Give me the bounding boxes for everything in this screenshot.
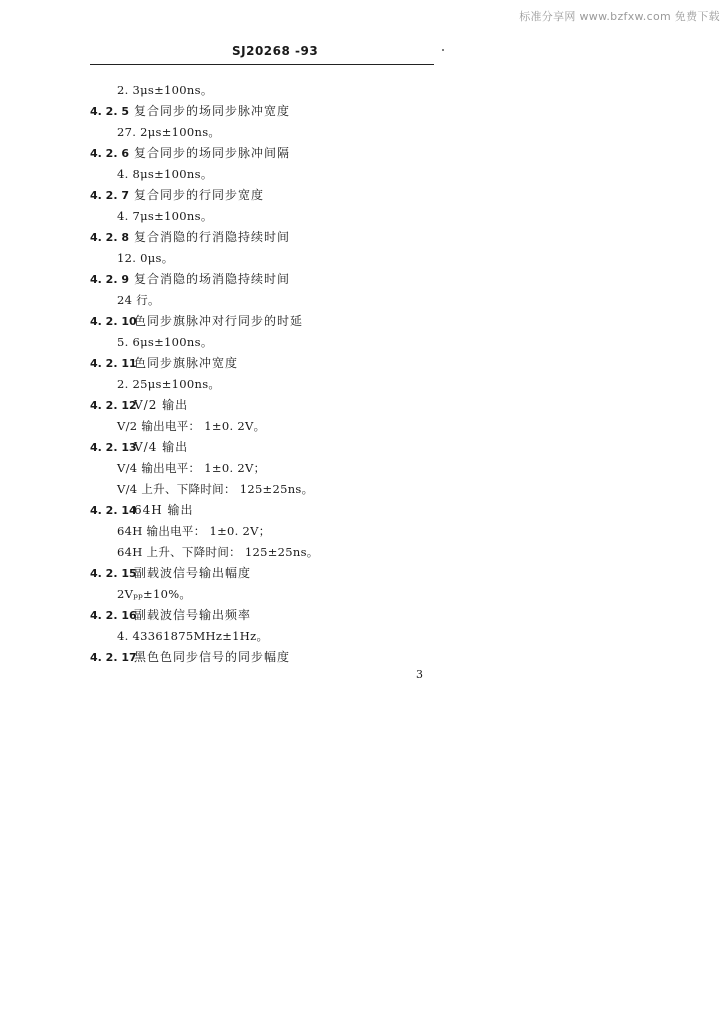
- page-number: 3: [416, 668, 423, 681]
- clause-heading: [90, 227, 450, 248]
- clause-heading: [90, 101, 450, 122]
- clause-value: V/4 上升、下降时间： 125±25ns。: [117, 482, 314, 496]
- clause-value: 2Vₚₚ±10%。: [117, 587, 192, 601]
- clause-title: 色同步旗脉冲对行同步的时延: [134, 314, 304, 328]
- clause-number: 4. 2. 11: [90, 357, 137, 370]
- clause-value: V/4 输出电平： 1±0. 2V；: [117, 461, 266, 475]
- clause-heading: [90, 563, 450, 584]
- clause-number: 4. 2. 6: [90, 147, 129, 160]
- lead-value: 2. 3μs±100ns。: [117, 83, 213, 97]
- clause-value: 4. 8μs±100ns。: [117, 167, 213, 181]
- clause-number: 4. 2. 8: [90, 231, 129, 244]
- clause-number: 4. 2. 5: [90, 105, 129, 118]
- clause-number: 4. 2. 14: [90, 504, 137, 517]
- clause-title: 复合消隐的场消隐持续时间: [134, 272, 291, 286]
- clause-title: 黑色色同步信号的同步幅度: [134, 650, 291, 664]
- clause-number: 4. 2. 16: [90, 609, 137, 622]
- clause-heading: [90, 269, 450, 290]
- clause-heading: [90, 605, 450, 626]
- clause-value: V/2 输出电平： 1±0. 2V。: [117, 419, 266, 433]
- clause-title: 色同步旗脉冲宽度: [134, 356, 239, 370]
- clause-heading: [90, 311, 450, 332]
- scan-speck: [442, 49, 444, 51]
- clause-title: 64H 输出: [134, 503, 194, 517]
- watermark-text: 标准分享网 www.bzfxw.com 免费下载: [519, 10, 720, 23]
- clause-number: 4. 2. 7: [90, 189, 129, 202]
- clause-heading: [90, 647, 450, 668]
- clause-heading: [90, 437, 450, 458]
- clause-value: 5. 6μs±100ns。: [117, 335, 213, 349]
- clause-list: [90, 101, 450, 668]
- clause-title: 复合同步的场同步脉冲宽度: [134, 104, 291, 118]
- clause-value: 27. 2μs±100ns。: [117, 125, 221, 139]
- clause-heading: [90, 185, 450, 206]
- clause-value: 4. 43361875MHz±1Hz。: [117, 629, 269, 643]
- clause-number: 4. 2. 15: [90, 567, 137, 580]
- clause-heading: [90, 353, 450, 374]
- standard-number-header: SJ20268 -93: [232, 44, 319, 58]
- clause-title: 副载波信号输出幅度: [134, 566, 252, 580]
- clause-value: 4. 7μs±100ns。: [117, 209, 213, 223]
- clause-number: 4. 2. 13: [90, 441, 137, 454]
- clause-title: V/4 输出: [134, 440, 189, 454]
- clause-number: 4. 2. 10: [90, 315, 137, 328]
- clause-number: 4. 2. 9: [90, 273, 129, 286]
- clause-title: 复合消隐的行消隐持续时间: [134, 230, 291, 244]
- clause-value: 12. 0μs。: [117, 251, 174, 265]
- clause-heading: [90, 143, 450, 164]
- clause-heading: [90, 395, 450, 416]
- clause-value: 24 行。: [117, 293, 160, 307]
- header-rule: [90, 64, 434, 65]
- clause-title: 副载波信号输出频率: [134, 608, 252, 622]
- clause-number: 4. 2. 17: [90, 651, 137, 664]
- clause-value: 64H 输出电平： 1±0. 2V；: [117, 524, 271, 538]
- clause-title: 复合同步的行同步宽度: [134, 188, 265, 202]
- clause-title: 复合同步的场同步脉冲间隔: [134, 146, 291, 160]
- clause-number: 4. 2. 12: [90, 399, 137, 412]
- clause-value: 2. 25μs±100ns。: [117, 377, 221, 391]
- clause-title: V/2 输出: [134, 398, 189, 412]
- clause-value: 64H 上升、下降时间： 125±25ns。: [117, 545, 319, 559]
- document-body: [90, 80, 450, 668]
- clause-heading: [90, 500, 450, 521]
